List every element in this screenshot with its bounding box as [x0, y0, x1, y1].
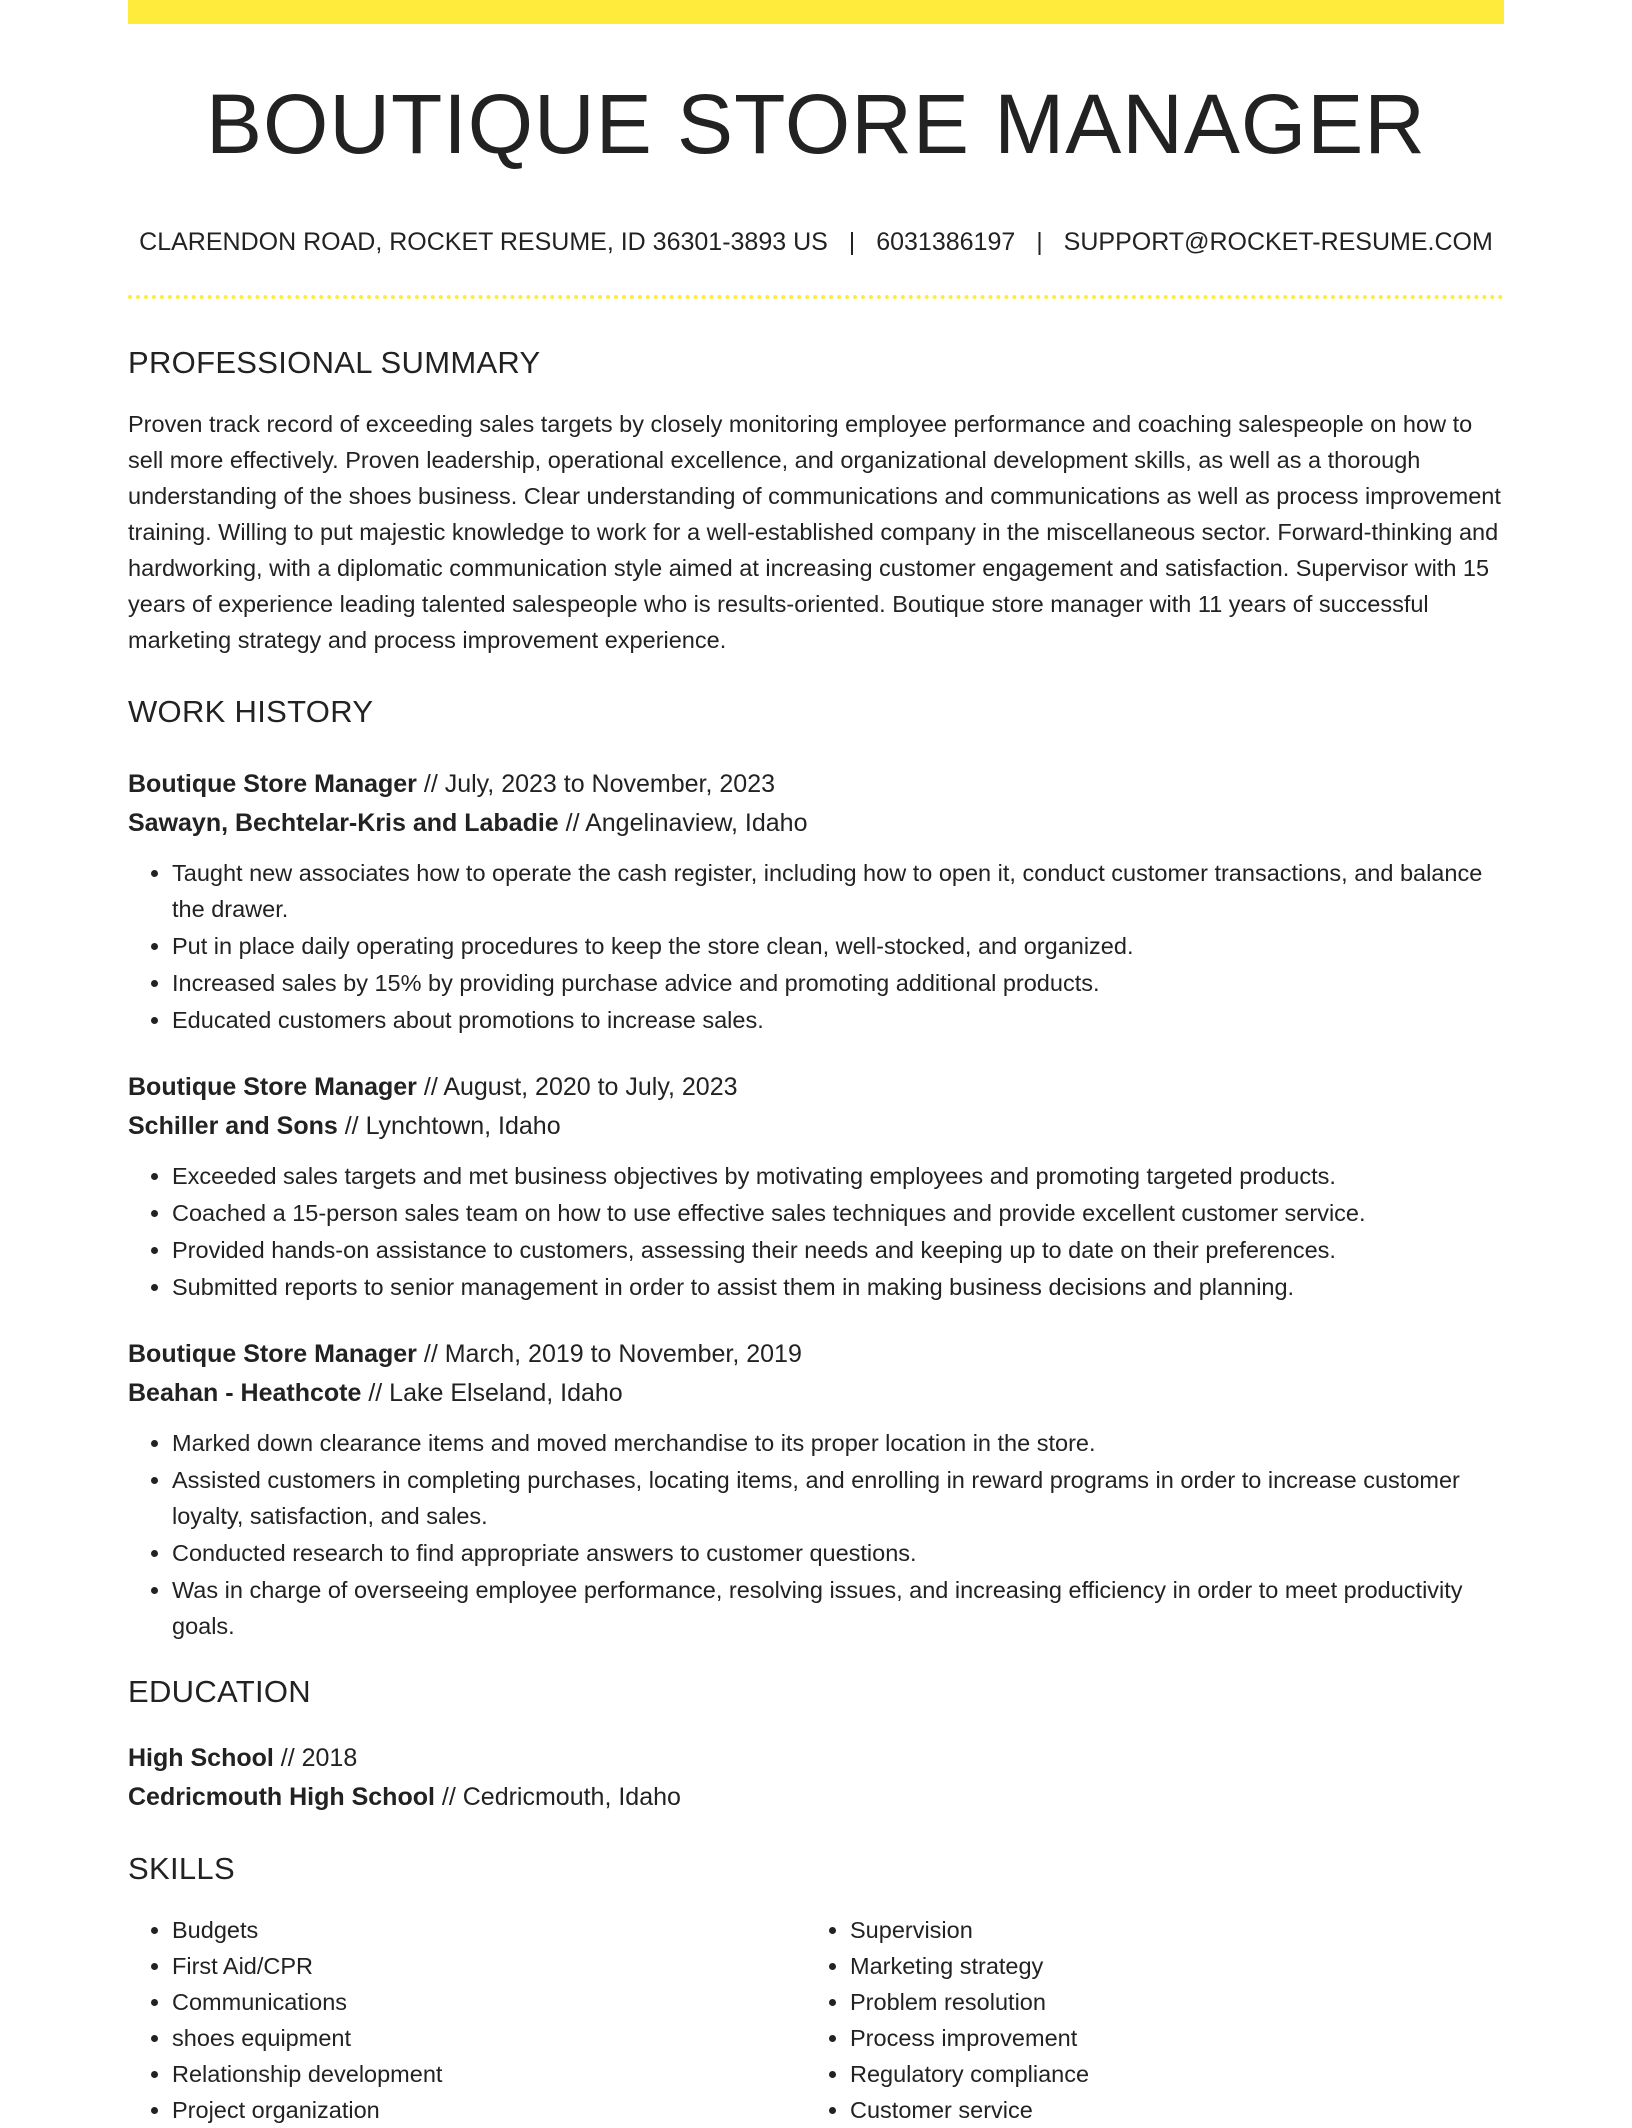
education-location: // Cedricmouth, Idaho	[434, 1783, 681, 1811]
contact-email: SUPPORT@ROCKET-RESUME.COM	[1063, 228, 1493, 256]
summary-text: Proven track record of exceeding sales targets by closely monitoring employee performance and coaching salespeople on how to sell more effectively. Proven leadership, operational excellence, and organizational development skills, as well as a thorough understanding of the shoes business. Clear understanding of communications and communications as well as process improvement training. Willing to put majestic knowledge to work for a well-established company in the miscellaneous sector. Forward-thinking and hardworking, with a diplomatic communication style aimed at increasing customer engagement and satisfaction. Supervisor with 15 years of experience leading talented salespeople who is results-oriented. Boutique store manager with 11 years of successful marketing strategy and process improvement experience.	[128, 411, 1501, 653]
job-role-line	[128, 765, 1504, 804]
job-bullet: • Provided hands-on assistance to customers, assessing their needs and keeping up to date on their preferences.	[172, 1232, 1504, 1268]
skill-item: • Supervision	[850, 1912, 1484, 1948]
education-school-line	[128, 1778, 1504, 1817]
job-role: Boutique Store Manager	[128, 1340, 417, 1368]
job-bullet: • Increased sales by 15% by providing purchase advice and promoting additional products.	[172, 965, 1504, 1001]
job-role: Boutique Store Manager	[128, 770, 417, 798]
skill-item: • Marketing strategy	[850, 1948, 1484, 1984]
skill-item: • Problem resolution	[850, 1984, 1484, 2020]
education-degree-line	[128, 1739, 1504, 1778]
skill-item: • Regulatory compliance	[850, 2056, 1484, 2092]
skill-item: • Budgets	[172, 1912, 806, 1948]
skill-item: • First Aid/CPR	[172, 1948, 806, 1984]
job-bullet: • Assisted customers in completing purchases, locating items, and enrolling in reward programs in order to increase customer loyalty, satisfaction, and sales.	[172, 1462, 1504, 1534]
job-bullet: • Submitted reports to senior management in order to assist them in making business decisions and planning.	[172, 1269, 1504, 1305]
job-entry	[128, 1068, 1504, 1305]
job-company: Sawayn, Bechtelar-Kris and Labadie	[128, 809, 559, 837]
job-bullet: • Was in charge of overseeing employee performance, resolving issues, and increasing efficiency in order to meet productivity goals.	[172, 1572, 1504, 1644]
contact-separator: |	[1036, 228, 1043, 256]
job-company-line	[128, 1374, 1504, 1413]
skill-item: • Relationship development	[172, 2056, 806, 2092]
contact-phone: 6031386197	[876, 228, 1016, 256]
contact-separator: |	[848, 228, 856, 256]
education-entry	[128, 1739, 1504, 1817]
job-role-line	[128, 1068, 1504, 1107]
job-bullets	[128, 855, 1504, 1038]
skills-columns	[128, 1912, 1504, 2128]
education-school: Cedricmouth High School	[128, 1783, 435, 1811]
job-bullet: • Exceeded sales targets and met business objectives by motivating employees and promoting targeted products.	[172, 1158, 1504, 1194]
skill-item: • shoes equipment	[172, 2020, 806, 2056]
job-role-line	[128, 1335, 1504, 1374]
skill-item: • Communications	[172, 1984, 806, 2020]
job-bullet: • Marked down clearance items and moved merchandise to its proper location in the store.	[172, 1425, 1504, 1461]
job-entry	[128, 765, 1504, 1038]
skills-list-right	[806, 1912, 1484, 2128]
skills-heading: SKILLS	[128, 1851, 235, 1886]
header-divider	[128, 295, 1504, 299]
education-year: // 2018	[273, 1744, 358, 1772]
job-company: Beahan - Heathcote	[128, 1379, 362, 1407]
skills-list-left	[128, 1912, 806, 2128]
contact-line	[128, 230, 1504, 255]
job-bullets	[128, 1158, 1504, 1305]
skill-item: • Project organization	[172, 2092, 806, 2128]
accent-bar	[128, 0, 1504, 24]
job-bullet: • Put in place daily operating procedures to keep the store clean, well-stocked, and organized.	[172, 928, 1504, 964]
job-location: // Angelinaview, Idaho	[558, 809, 808, 837]
summary-heading: PROFESSIONAL SUMMARY	[128, 345, 541, 380]
work-history-heading: WORK HISTORY	[128, 694, 374, 729]
resume-title: BOUTIQUE STORE MANAGER	[206, 77, 1426, 171]
job-company-line	[128, 1107, 1504, 1146]
job-bullet: • Conducted research to find appropriate answers to customer questions.	[172, 1535, 1504, 1571]
job-company: Schiller and Sons	[128, 1112, 338, 1140]
resume-page	[128, 0, 1504, 2128]
contact-address: CLARENDON ROAD, ROCKET RESUME, ID 36301-3893 US	[139, 228, 828, 256]
job-company-line	[128, 804, 1504, 843]
job-location: // Lynchtown, Idaho	[337, 1112, 561, 1140]
job-bullet: • Taught new associates how to operate the cash register, including how to open it, conduct customer transactions, and balance the drawer.	[172, 855, 1504, 927]
job-location: // Lake Elseland, Idaho	[361, 1379, 623, 1407]
job-role: Boutique Store Manager	[128, 1073, 417, 1101]
job-bullets	[128, 1425, 1504, 1644]
education-degree: High School	[128, 1744, 274, 1772]
education-heading: EDUCATION	[128, 1674, 311, 1709]
job-dates: // July, 2023 to November, 2023	[416, 770, 776, 798]
job-dates: // March, 2019 to November, 2019	[416, 1340, 802, 1368]
job-bullet: • Educated customers about promotions to increase sales.	[172, 1002, 1504, 1038]
job-entry	[128, 1335, 1504, 1644]
job-dates: // August, 2020 to July, 2023	[416, 1073, 738, 1101]
skill-item: • Customer service	[850, 2092, 1484, 2128]
skill-item: • Process improvement	[850, 2020, 1484, 2056]
job-bullet: • Coached a 15-person sales team on how to use effective sales techniques and provide excellent customer service.	[172, 1195, 1504, 1231]
